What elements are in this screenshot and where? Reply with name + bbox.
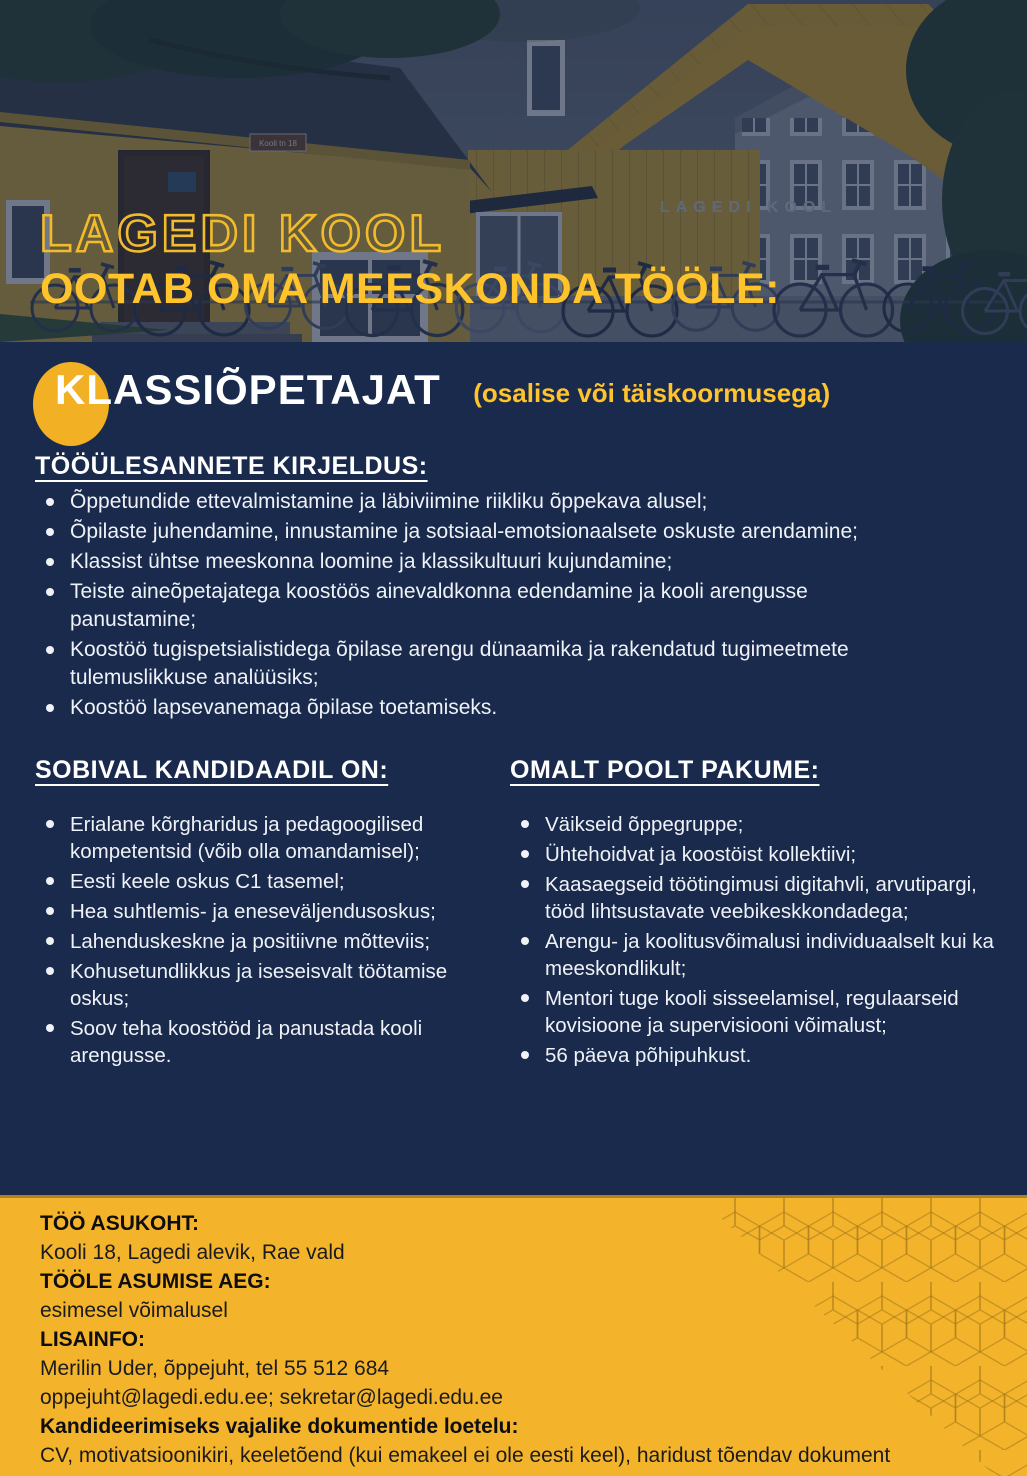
candidate-list bbox=[40, 811, 475, 1069]
offer-item: Mentori tuge kooli sisseelamisel, regulaarseid kovisioone ja supervisiooni võimalust; bbox=[515, 985, 997, 1039]
bullet-icon bbox=[46, 907, 54, 915]
duties-heading: TÖÖÜLESANNETE KIRJELDUS: bbox=[35, 452, 428, 480]
hero-photo bbox=[0, 0, 1027, 342]
bullet-icon bbox=[521, 850, 529, 858]
duty-item: Klassist ühtse meeskonna loomine ja klassikultuuri kujundamine; bbox=[40, 548, 880, 576]
start-date-label: TÖÖLE ASUMISE AEG: bbox=[40, 1270, 271, 1293]
bullet-icon bbox=[521, 820, 529, 828]
location-value: Kooli 18, Lagedi alevik, Rae vald bbox=[40, 1241, 345, 1264]
offer-item: Kaasaegseid töötingimusi digitahvli, arvutipargi, tööd lihtsustavate veebikeskkondadega; bbox=[515, 871, 997, 925]
emails-value: oppejuht@lagedi.edu.ee; sekretar@lagedi.edu.ee bbox=[40, 1386, 503, 1409]
duty-item: Koostöö lapsevanemaga õpilase toetamiseks. bbox=[40, 694, 880, 722]
offer-item: Ühtehoidvat ja koostöist kollektiivi; bbox=[515, 841, 997, 868]
duty-item: Koostöö tugispetsialistidega õpilase arengu dünaamika ja rakendatud tugimeetmete tulemuslikkuse analüüsiks; bbox=[40, 636, 880, 692]
position-workload-note: (osalise või täiskoormusega) bbox=[473, 377, 831, 408]
documents-value: CV, motivatsioonikiri, keeletõend (kui emakeel ei ole eesti keel), haridust tõendav dokument bbox=[40, 1444, 891, 1467]
two-column-section bbox=[0, 756, 1027, 1072]
offer-item: Arengu- ja koolitusvõimalusi individuaalselt kui ka meeskondlikult; bbox=[515, 928, 997, 982]
bullet-icon bbox=[46, 558, 54, 566]
main-content bbox=[0, 342, 1027, 1195]
offer-column bbox=[475, 756, 997, 1072]
documents-label: Kandideerimiseks vajalike dokumentide loetelu: bbox=[40, 1415, 519, 1438]
bullet-icon bbox=[46, 646, 54, 654]
location-label: TÖÖ ASUKOHT: bbox=[40, 1212, 200, 1235]
offer-list bbox=[515, 811, 997, 1069]
bullet-icon bbox=[46, 937, 54, 945]
offer-item: 56 päeva põhipuhkust. bbox=[515, 1042, 997, 1069]
candidate-item: Soov teha koostööd ja panustada kooli arengusse. bbox=[40, 1015, 475, 1069]
bullet-icon bbox=[521, 1051, 529, 1059]
start-date-value: esimesel võimalusel bbox=[40, 1299, 228, 1322]
hero-text-block bbox=[40, 205, 780, 313]
footer-section bbox=[0, 1195, 1027, 1476]
duty-item: Teiste aineõpetajatega koostöös ainevaldkonna edendamine ja kooli arengusse panustamine; bbox=[40, 578, 880, 634]
candidate-item: Lahenduskeskne ja positiivne mõtteviis; bbox=[40, 928, 475, 955]
candidate-column bbox=[0, 756, 475, 1072]
bullet-icon bbox=[521, 937, 529, 945]
candidate-item: Erialane kõrgharidus ja pedagoogilised kompetentsid (võib olla omandamisel); bbox=[40, 811, 475, 865]
bullet-icon bbox=[521, 994, 529, 1002]
bullet-icon bbox=[521, 880, 529, 888]
candidate-item: Hea suhtlemis- ja eneseväljendusoskus; bbox=[40, 898, 475, 925]
bullet-icon bbox=[46, 820, 54, 828]
duties-heading-row bbox=[0, 430, 1027, 480]
hero-title-outline: LAGEDI KOOL bbox=[40, 205, 446, 263]
footer-text-block bbox=[0, 1198, 1027, 1470]
position-title-row bbox=[0, 342, 1027, 430]
bullet-icon bbox=[46, 528, 54, 536]
bullet-icon bbox=[46, 877, 54, 885]
position-title: KLASSIÕPETAJAT bbox=[55, 366, 441, 413]
bullet-icon bbox=[46, 967, 54, 975]
candidate-item: Kohusetundlikkus ja iseseisvalt töötamise oskus; bbox=[40, 958, 475, 1012]
contact-value: Merilin Uder, õppejuht, tel 55 512 684 bbox=[40, 1357, 390, 1380]
bullet-icon bbox=[46, 1024, 54, 1032]
candidate-heading: SOBIVAL KANDIDAADIL ON: bbox=[35, 756, 389, 784]
duty-item: Õppetundide ettevalmistamine ja läbiviimine riikliku õppekava alusel; bbox=[40, 488, 880, 516]
duties-list bbox=[40, 488, 880, 722]
duty-item: Õpilaste juhendamine, innustamine ja sotsiaal-emotsionaalsete oskuste arendamine; bbox=[40, 518, 880, 546]
info-label: LISAINFO: bbox=[40, 1328, 145, 1351]
candidate-item: Eesti keele oskus C1 tasemel; bbox=[40, 868, 475, 895]
offer-item: Väikseid õppegruppe; bbox=[515, 811, 997, 838]
bullet-icon bbox=[46, 498, 54, 506]
bullet-icon bbox=[46, 704, 54, 712]
offer-heading: OMALT POOLT PAKUME: bbox=[510, 756, 820, 784]
bullet-icon bbox=[46, 588, 54, 596]
hero-subtitle: OOTAB OMA MEESKONDA TÖÖLE: bbox=[40, 265, 780, 313]
